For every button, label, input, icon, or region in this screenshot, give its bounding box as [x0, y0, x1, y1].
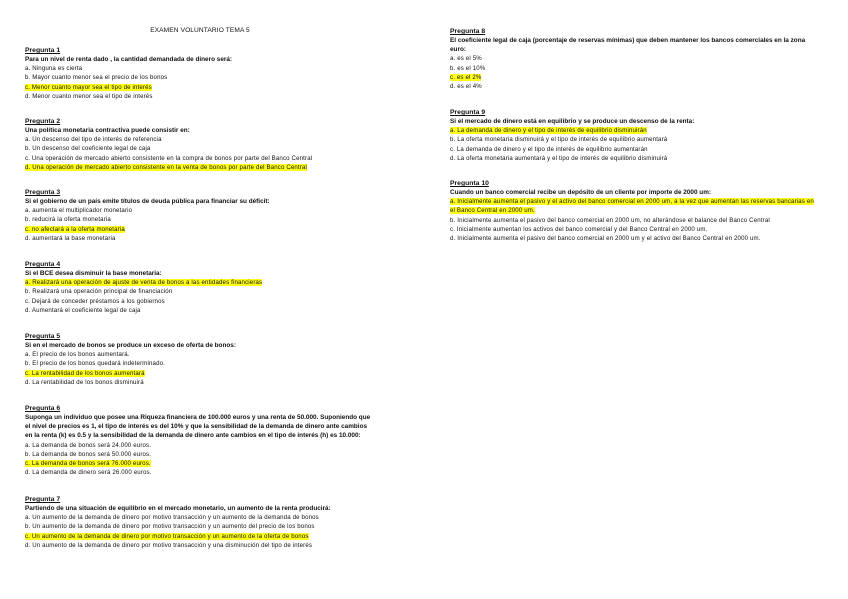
option-c: c. Inicialmente aumentan los activos del banco comercial y del Banco Central en 2000 um.	[450, 225, 708, 233]
option-c: c. Una operación de mercado abierto consistente en la compra de bonos por parte del Banco Central	[25, 154, 313, 162]
option-d: d. es el 4%	[450, 83, 482, 91]
option-c-highlighted: c. es el 2%	[450, 73, 482, 81]
option-a-highlighted: a. La demanda de dinero y el tipo de interés de equilibrio disminuirán	[450, 127, 647, 135]
question-10	[450, 179, 820, 243]
option-b: b. La demanda de bonos será 50.000 euros.	[25, 450, 152, 458]
question-heading: Pregunta 7	[25, 496, 61, 503]
option-d: d. Inicialmente aumenta el pasivo del banco comercial en 2000 um y el activo del Banco Central en 2000 um.	[450, 235, 761, 243]
question-text: Si el BCE desea disminuir la base monetaria:	[25, 270, 162, 277]
question-heading: Pregunta 8	[450, 28, 486, 35]
question-text: Cuando un banco comercial recibe un depósito de un cliente por importe de 2000 um:	[450, 189, 711, 196]
question-text: Para un nivel de renta dado , la cantidad demandada de dinero será:	[25, 56, 233, 63]
question-heading: Pregunta 5	[25, 333, 61, 340]
option-a: a. Un aumento de la demanda de dinero por motivo transacción y un aumento de la demanda de bonos	[25, 514, 319, 522]
option-c-highlighted: c. La demanda de bonos será 76.000 euros.	[25, 460, 151, 468]
question-heading: Pregunta 10	[450, 180, 489, 187]
option-d: d. La oferta monetaria aumentará y el tipo de interés de equilibrio disminuirá	[450, 154, 668, 162]
option-d: d. La demanda de dinero será 26.000 euros.	[25, 469, 152, 477]
option-c-highlighted: c. no afectará a la oferta monetaria	[25, 225, 125, 233]
question-text: Si en el mercado de bonos se produce un exceso de oferta de bonos:	[25, 342, 236, 349]
option-b: b. La oferta monetaria disminuirá y el tipo de interés de equilibrio aumentará	[450, 136, 668, 144]
option-d: d. La rentabilidad de los bonos disminuirá	[25, 378, 144, 386]
question-text: Una política monetaria contractiva puede consistir en:	[25, 127, 190, 134]
option-a: a. El precio de los bonos aumentará.	[25, 351, 130, 359]
option-b: b. es el 10%	[450, 64, 486, 72]
option-a-highlighted: a. Realizará una operación de ajuste de venta de bonos a las entidades financieras	[25, 279, 263, 287]
question-text: Partiendo de una situación de equilibrio en el mercado monetario, un aumento de la renta producirá:	[25, 505, 331, 512]
question-5	[25, 332, 375, 387]
option-b: b. Un aumento de la demanda de dinero por motivo transacción y un aumento del precio de los bonos	[25, 523, 315, 531]
question-8	[450, 27, 820, 91]
question-heading: Pregunta 2	[25, 118, 61, 125]
question-1	[25, 46, 375, 101]
question-6	[25, 404, 375, 477]
question-heading: Pregunta 6	[25, 405, 61, 412]
option-d: d. Un aumento de la demanda de dinero por motivo transacción y una disminución del tipo de interés	[25, 541, 313, 549]
option-c-highlighted: c. La rentabilidad de los bonos aumentará	[25, 369, 145, 377]
question-text: El coeficiente legal de caja (porcentaje de reservas mínimas) que deben mantener los bancos comerciales en la zona euro:	[450, 37, 806, 54]
option-d-highlighted: d. Una operación de mercado abierto consistente en la venta de bonos por parte del Banco Central	[25, 163, 308, 171]
question-3	[25, 188, 375, 243]
question-text: Suponga un individuo que posee una Riqueza financiera de 100.000 euros y una renta de 50.000. Suponiendo que el nivel de precios es 1, el tipo de interés es del 10% y que la sensibilidad de la demanda de dinero ante cambios en la renta (k) es 0.5 y la sensibilidad de la demanda de dinero ante cambios en el tipo de interés (h) es 10.000:	[25, 414, 371, 440]
question-text: Si el mercado de dinero está en equilibrio y se produce un descenso de la renta:	[450, 118, 695, 125]
option-d: d. aumentará la base monetaria	[25, 234, 116, 242]
question-text: Si el gobierno de un país emite títulos de deuda pública para financiar su déficit:	[25, 198, 270, 205]
option-a: a. La demanda de bonos será 24.000 euros.	[25, 441, 152, 449]
option-b: b. Inicialmente aumenta el pasivo del banco comercial en 2000 um, no alterándose el balance del Banco Central	[450, 216, 770, 224]
option-a-highlighted: a. Inicialmente aumenta el pasivo y el activo del banco comercial en 2000 um, a la vez que aumentan las reservas bancarias en el Banco Central en 2000 um.	[450, 198, 814, 215]
option-d: d. Menor cuanto menor sea el tipo de interés	[25, 92, 153, 100]
option-b: b. Mayor cuanto menor sea el precio de los bonos	[25, 74, 168, 82]
option-c-highlighted: c. Menor cuanto mayor sea el tipo de interés	[25, 83, 152, 91]
option-c-highlighted: c. Un aumento de la demanda de dinero por motivo transacción y un aumento de la oferta de bonos	[25, 532, 309, 540]
question-9	[450, 108, 820, 163]
option-d: d. Aumentará el coeficiente legal de caja	[25, 306, 141, 314]
question-2	[25, 117, 375, 172]
question-heading: Pregunta 3	[25, 189, 61, 196]
question-7	[25, 495, 375, 550]
option-b: b. El precio de los bonos quedará indeterminado.	[25, 360, 165, 368]
option-c: c. La demanda de dinero y el tipo de interés de equilibrio aumentarán	[450, 145, 648, 153]
question-4	[25, 260, 375, 315]
option-b: b. reducirá la oferta monetaria	[25, 216, 111, 224]
question-heading: Pregunta 4	[25, 261, 61, 268]
option-a: a. Un descenso del tipo de interés de referencia	[25, 136, 162, 144]
option-a: a. Ninguna es cierta	[25, 65, 83, 73]
option-c: c. Dejará de conceder préstamos a los gobiernos	[25, 297, 165, 305]
question-heading: Pregunta 1	[25, 47, 61, 54]
option-b: b. Realizará una operación principal de financiación	[25, 288, 173, 296]
document-title: EXAMEN VOLUNTARIO TEMA 5	[150, 27, 250, 34]
option-b: b. Un descenso del coeficiente legal de caja	[25, 145, 151, 153]
option-a: a. aumenta el multiplicador monetario	[25, 207, 133, 215]
question-heading: Pregunta 9	[450, 109, 486, 116]
option-a: a. es el 5%	[450, 55, 482, 63]
